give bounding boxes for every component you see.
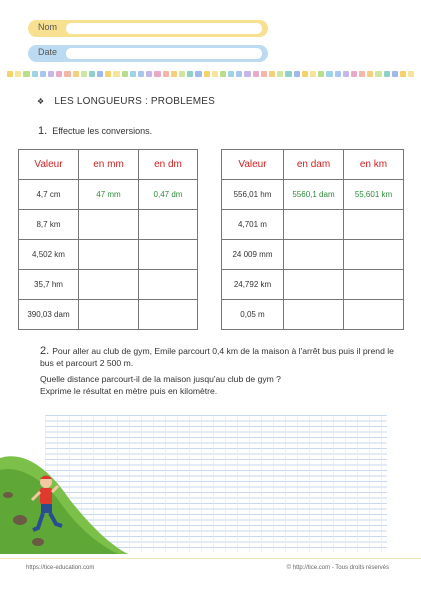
column-header: Valeur bbox=[19, 150, 79, 180]
date-field[interactable] bbox=[28, 45, 268, 62]
exercise-2-number: 2. bbox=[40, 345, 50, 357]
answer-cell[interactable]: 0,47 dm bbox=[139, 180, 198, 210]
table-row bbox=[19, 180, 198, 210]
strip-segment bbox=[351, 71, 357, 77]
strip-segment bbox=[367, 71, 373, 77]
strip-segment bbox=[195, 71, 201, 77]
strip-segment bbox=[32, 71, 38, 77]
strip-segment bbox=[56, 71, 62, 77]
table-row bbox=[222, 270, 404, 300]
answer-cell[interactable] bbox=[344, 270, 404, 300]
answer-cell[interactable] bbox=[139, 240, 198, 270]
answer-cell[interactable] bbox=[79, 210, 139, 240]
table-row bbox=[222, 180, 404, 210]
name-label: Nom bbox=[38, 22, 58, 32]
exercise-1-text: Effectue les conversions. bbox=[52, 126, 153, 136]
value-cell: 35,7 hm bbox=[19, 270, 79, 300]
answer-cell[interactable]: 47 mm bbox=[79, 180, 139, 210]
strip-segment bbox=[89, 71, 95, 77]
strip-segment bbox=[294, 71, 300, 77]
strip-segment bbox=[400, 71, 406, 77]
strip-segment bbox=[220, 71, 226, 77]
strip-segment bbox=[97, 71, 103, 77]
strip-segment bbox=[261, 71, 267, 77]
strip-segment bbox=[179, 71, 185, 77]
answer-cell[interactable] bbox=[79, 240, 139, 270]
answer-cell[interactable]: 5560,1 dam bbox=[284, 180, 344, 210]
answer-cell[interactable] bbox=[344, 300, 404, 330]
runner-illustration bbox=[0, 450, 130, 558]
table-row bbox=[19, 210, 198, 240]
strip-segment bbox=[64, 71, 70, 77]
date-input[interactable] bbox=[66, 48, 262, 59]
exercise-1-instruction bbox=[38, 125, 152, 137]
exercise-1-number: 1. bbox=[38, 125, 48, 137]
table-row bbox=[222, 210, 404, 240]
strip-segment bbox=[105, 71, 111, 77]
footer-divider bbox=[0, 558, 421, 559]
table-row bbox=[19, 240, 198, 270]
strip-segment bbox=[48, 71, 54, 77]
answer-cell[interactable] bbox=[344, 210, 404, 240]
diamond-bullet-icon: ❖ bbox=[37, 97, 45, 106]
column-header: en mm bbox=[79, 150, 139, 180]
strip-segment bbox=[171, 71, 177, 77]
strip-segment bbox=[163, 71, 169, 77]
answer-cell[interactable]: 55,601 km bbox=[344, 180, 404, 210]
column-header: en dam bbox=[284, 150, 344, 180]
answer-cell[interactable] bbox=[139, 300, 198, 330]
answer-cell[interactable] bbox=[79, 270, 139, 300]
value-cell: 24 009 mm bbox=[222, 240, 284, 270]
strip-segment bbox=[253, 71, 259, 77]
date-label: Date bbox=[38, 47, 58, 57]
answer-cell[interactable] bbox=[284, 240, 344, 270]
strip-segment bbox=[302, 71, 308, 77]
strip-segment bbox=[130, 71, 136, 77]
strip-segment bbox=[40, 71, 46, 77]
value-cell: 0,05 m bbox=[222, 300, 284, 330]
strip-segment bbox=[236, 71, 242, 77]
strip-segment bbox=[384, 71, 390, 77]
strip-segment bbox=[81, 71, 87, 77]
footer-left[interactable]: https://tice-education.com bbox=[26, 565, 95, 571]
strip-segment bbox=[73, 71, 79, 77]
strip-segment bbox=[7, 71, 13, 77]
table-row bbox=[19, 300, 198, 330]
conversion-table-right bbox=[221, 149, 404, 330]
name-input[interactable] bbox=[66, 23, 262, 34]
strip-segment bbox=[375, 71, 381, 77]
strip-segment bbox=[228, 71, 234, 77]
exercise-2-line2: Quelle distance parcourt-il de la maison jusqu'au club de gym ? bbox=[40, 374, 281, 384]
strip-segment bbox=[359, 71, 365, 77]
strip-segment bbox=[15, 71, 21, 77]
value-cell: 24,792 km bbox=[222, 270, 284, 300]
answer-cell[interactable] bbox=[284, 270, 344, 300]
exercise-2-line3: Exprime le résultat en mètre puis en kilomètre. bbox=[40, 385, 218, 396]
table-row bbox=[222, 300, 404, 330]
answer-cell[interactable] bbox=[284, 210, 344, 240]
strip-segment bbox=[326, 71, 332, 77]
value-cell: 556,01 hm bbox=[222, 180, 284, 210]
name-field[interactable] bbox=[28, 20, 268, 37]
value-cell: 8,7 km bbox=[19, 210, 79, 240]
column-header: Valeur bbox=[222, 150, 284, 180]
answer-cell[interactable] bbox=[344, 240, 404, 270]
strip-segment bbox=[122, 71, 128, 77]
answer-cell[interactable] bbox=[79, 300, 139, 330]
table-row bbox=[19, 270, 198, 300]
strip-segment bbox=[343, 71, 349, 77]
strip-segment bbox=[335, 71, 341, 77]
strip-segment bbox=[113, 71, 119, 77]
answer-cell[interactable] bbox=[139, 270, 198, 300]
table-header-row bbox=[222, 150, 404, 180]
value-cell: 390,03 dam bbox=[19, 300, 79, 330]
exercise-2 bbox=[40, 346, 410, 397]
table-header-row bbox=[19, 150, 198, 180]
table-row bbox=[222, 240, 404, 270]
strip-segment bbox=[408, 71, 414, 77]
strip-segment bbox=[244, 71, 250, 77]
strip-segment bbox=[187, 71, 193, 77]
strip-segment bbox=[154, 71, 160, 77]
strip-segment bbox=[212, 71, 218, 77]
page-title bbox=[37, 96, 215, 107]
strip-segment bbox=[146, 71, 152, 77]
strip-segment bbox=[204, 71, 210, 77]
answer-cell[interactable] bbox=[139, 210, 198, 240]
value-cell: 4,502 km bbox=[19, 240, 79, 270]
strip-segment bbox=[392, 71, 398, 77]
strip-segment bbox=[277, 71, 283, 77]
strip-segment bbox=[269, 71, 275, 77]
strip-segment bbox=[310, 71, 316, 77]
answer-cell[interactable] bbox=[284, 300, 344, 330]
strip-segment bbox=[138, 71, 144, 77]
exercise-2-line1: Pour aller au club de gym, Emile parcourt 0,4 km de la maison à l'arrêt bus puis il prend le bus et parcourt 2 500 m. bbox=[40, 346, 394, 368]
strip-segment bbox=[318, 71, 324, 77]
value-cell: 4,701 m bbox=[222, 210, 284, 240]
column-header: en dm bbox=[139, 150, 198, 180]
conversion-table-left bbox=[18, 149, 198, 330]
title-text: LES LONGUEURS : PROBLEMES bbox=[54, 96, 215, 107]
footer-right: © http://tice.com - Tous droits réservés bbox=[286, 565, 389, 571]
decorative-color-strip bbox=[7, 71, 414, 77]
strip-segment bbox=[23, 71, 29, 77]
strip-segment bbox=[285, 71, 291, 77]
column-header: en km bbox=[344, 150, 404, 180]
value-cell: 4,7 cm bbox=[19, 180, 79, 210]
